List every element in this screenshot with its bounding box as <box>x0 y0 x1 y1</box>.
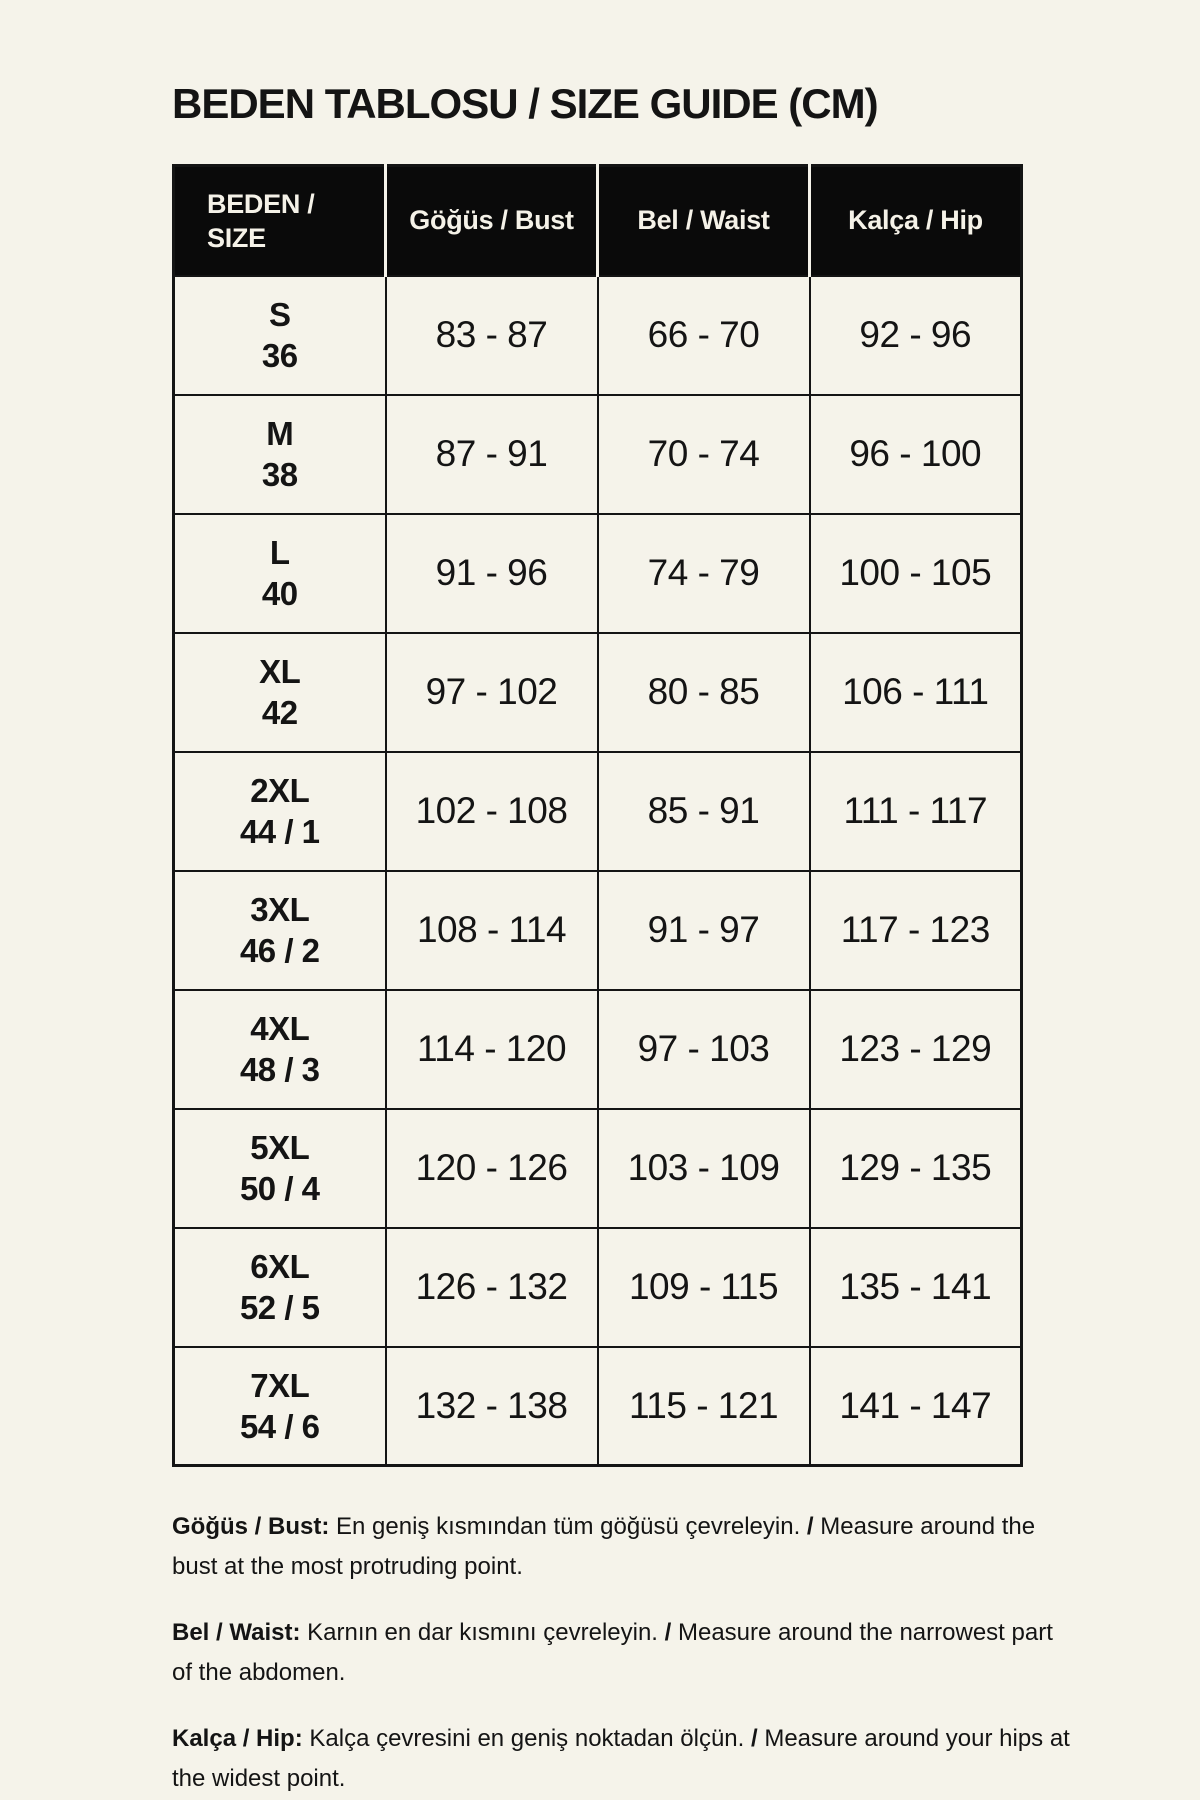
hip-value: 135 - 141 <box>810 1228 1022 1347</box>
header-bust: Göğüs / Bust <box>386 166 598 276</box>
page-title: BEDEN TABLOSU / SIZE GUIDE (CM) <box>172 80 878 127</box>
hip-value: 92 - 96 <box>810 276 1022 395</box>
waist-value: 70 - 74 <box>598 395 810 514</box>
hip-value: 100 - 105 <box>810 514 1022 633</box>
hip-value: 96 - 100 <box>810 395 1022 514</box>
table-row-s <box>174 276 1022 395</box>
table-row-6xl <box>174 1228 1022 1347</box>
note-waist-tr: Karnın en dar kısmını çevreleyin. <box>307 1619 658 1647</box>
bust-value: 102 - 108 <box>386 752 598 871</box>
size-label: 6XL 52 / 5 <box>174 1228 386 1347</box>
table-row-7xl <box>174 1347 1022 1466</box>
size-label: 4XL 48 / 3 <box>174 990 386 1109</box>
header-row <box>174 166 1022 276</box>
waist-value: 74 - 79 <box>598 514 810 633</box>
bust-value: 97 - 102 <box>386 633 598 752</box>
note-bust-separator: / <box>806 1513 814 1541</box>
table-row-2xl <box>174 752 1022 871</box>
bust-value: 126 - 132 <box>386 1228 598 1347</box>
note-waist <box>172 1613 1077 1693</box>
table-row-m <box>174 395 1022 514</box>
waist-value: 103 - 109 <box>598 1109 810 1228</box>
waist-value: 91 - 97 <box>598 871 810 990</box>
table-header <box>174 166 1022 276</box>
header-hip: Kalça / Hip <box>810 166 1022 276</box>
size-label: S 36 <box>174 276 386 395</box>
bust-value: 120 - 126 <box>386 1109 598 1228</box>
header-waist: Bel / Waist <box>598 166 810 276</box>
size-label: 7XL 54 / 6 <box>174 1347 386 1466</box>
size-label: M 38 <box>174 395 386 514</box>
waist-value: 109 - 115 <box>598 1228 810 1347</box>
size-label: 5XL 50 / 4 <box>174 1109 386 1228</box>
hip-value: 129 - 135 <box>810 1109 1022 1228</box>
bust-value: 132 - 138 <box>386 1347 598 1466</box>
size-label: 3XL 46 / 2 <box>174 871 386 990</box>
table-row-3xl <box>174 871 1022 990</box>
bust-value: 83 - 87 <box>386 276 598 395</box>
size-label: XL 42 <box>174 633 386 752</box>
bust-value: 87 - 91 <box>386 395 598 514</box>
hip-value: 117 - 123 <box>810 871 1022 990</box>
waist-value: 66 - 70 <box>598 276 810 395</box>
note-bust <box>172 1507 1077 1587</box>
note-hip-label: Kalça / Hip: <box>172 1725 303 1753</box>
table-body <box>174 276 1022 1466</box>
note-waist-label: Bel / Waist: <box>172 1619 301 1647</box>
header-size <box>174 166 386 276</box>
measurement-notes <box>172 1507 1077 1799</box>
waist-value: 97 - 103 <box>598 990 810 1109</box>
hip-value: 106 - 111 <box>810 633 1022 752</box>
note-hip <box>172 1719 1077 1799</box>
note-bust-tr: En geniş kısmından tüm göğüsü çevreleyin. <box>336 1513 801 1541</box>
bust-value: 114 - 120 <box>386 990 598 1109</box>
table-row-l <box>174 514 1022 633</box>
bust-value: 108 - 114 <box>386 871 598 990</box>
table-row-5xl <box>174 1109 1022 1228</box>
note-hip-separator: / <box>751 1725 758 1753</box>
note-bust-en: Measure around the bust at the most protruding point. <box>172 1513 1036 1581</box>
waist-value: 115 - 121 <box>598 1347 810 1466</box>
waist-value: 85 - 91 <box>598 752 810 871</box>
hip-value: 111 - 117 <box>810 752 1022 871</box>
hip-value: 123 - 129 <box>810 990 1022 1109</box>
note-waist-separator: / <box>664 1619 672 1647</box>
header-size-line2: SIZE <box>207 222 266 253</box>
note-hip-tr: Kalça çevresini en geniş noktadan ölçün. <box>309 1725 745 1753</box>
note-waist-en: Measure around the narrowest part of the abdomen. <box>172 1619 1053 1687</box>
size-label: 2XL 44 / 1 <box>174 752 386 871</box>
waist-value: 80 - 85 <box>598 633 810 752</box>
table-row-xl <box>174 633 1022 752</box>
note-bust-label: Göğüs / Bust: <box>172 1513 330 1541</box>
size-guide-table <box>172 164 1023 1467</box>
hip-value: 141 - 147 <box>810 1347 1022 1466</box>
header-size-line1: BEDEN / <box>207 188 315 219</box>
table-row-4xl <box>174 990 1022 1109</box>
size-label: L 40 <box>174 514 386 633</box>
note-hip-en: Measure around your hips at the widest point. <box>172 1725 1070 1793</box>
bust-value: 91 - 96 <box>386 514 598 633</box>
